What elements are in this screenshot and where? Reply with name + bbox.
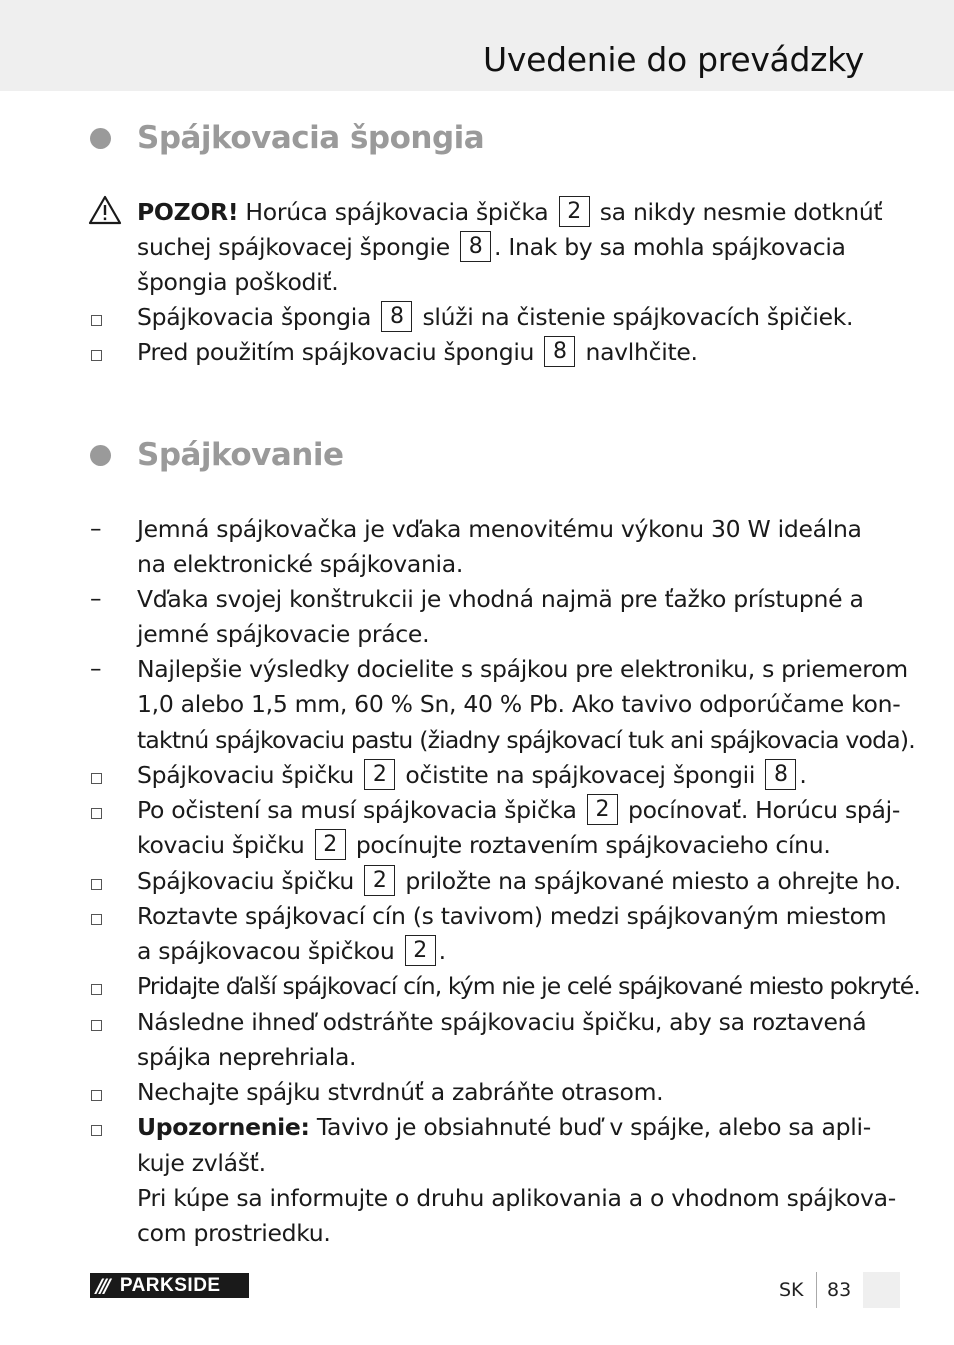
list-item: Následne ihneď odstráňte spájkovaciu špičku, aby sa roztavená xyxy=(137,1008,867,1036)
list-item-continuation xyxy=(137,828,831,863)
section-heading-sponge xyxy=(90,118,484,158)
item-text: a spájkovacou špičkou xyxy=(137,937,395,965)
footer-divider xyxy=(816,1272,817,1308)
checkbox-bullet-icon xyxy=(91,350,102,361)
dash-item-line: Najlepšie výsledky docielite s spájkou pre elektroniku, s priemerom xyxy=(137,655,908,683)
part-ref-badge: 2 xyxy=(405,935,436,966)
part-ref-badge: 8 xyxy=(381,301,412,332)
list-item: Nechajte spájku stvrdnúť a zabráňte otrasom. xyxy=(137,1078,664,1106)
language-code: SK xyxy=(779,1279,804,1301)
part-ref-badge: 8 xyxy=(765,759,796,790)
dash-item-line: Vďaka svojej konštrukcii je vhodná najmä pre ťažko prístupné a xyxy=(137,585,864,613)
checkbox-bullet-icon xyxy=(91,773,102,784)
item-text: . xyxy=(799,761,807,789)
list-item-continuation xyxy=(137,934,446,969)
item-text: . xyxy=(438,937,446,965)
parkside-logo xyxy=(90,1273,249,1298)
section-bullet-icon xyxy=(90,128,111,149)
checkbox-bullet-icon xyxy=(91,315,102,326)
section-heading-soldering xyxy=(90,435,344,475)
note-line-3: Pri kúpe sa informujte o druhu aplikovania a o vhodnom spájkova- xyxy=(137,1184,896,1212)
dash-bullet: – xyxy=(90,516,102,542)
part-ref-badge: 8 xyxy=(544,336,575,367)
part-ref-badge: 2 xyxy=(364,865,395,896)
warning-text: . Inak by sa mohla spájkovacia xyxy=(494,233,846,261)
item-text: pocínovať. Horúcu spáj- xyxy=(627,796,901,824)
part-ref-badge: 8 xyxy=(460,231,491,262)
logo-text: PARKSIDE xyxy=(119,1274,221,1296)
warning-line-2 xyxy=(137,230,846,265)
note-text: Tavivo je obsiahnuté buď v spájke, alebo sa apli- xyxy=(316,1113,871,1141)
note-line-4: com prostriedku. xyxy=(137,1219,331,1247)
item-text: priložte na spájkované miesto a ohrejte ho. xyxy=(405,867,902,895)
list-item: Roztavte spájkovací cín (s tavivom) medzi spájkovaným miestom xyxy=(137,902,887,930)
item-text: očistite na spájkovacej špongii xyxy=(405,761,756,789)
dash-item-line: 1,0 alebo 1,5 mm, 60 % Sn, 40 % Pb. Ako tavivo odporúčame kon- xyxy=(137,690,901,718)
checkbox-bullet-icon xyxy=(91,1020,102,1031)
item-text: slúži na čistenie spájkovacích špičiek. xyxy=(422,303,854,331)
list-item xyxy=(137,758,806,793)
list-item: Pridajte ďalší spájkovací cín, kým nie je celé spájkované miesto pokryté. xyxy=(137,972,920,1000)
part-ref-badge: 2 xyxy=(364,759,395,790)
warning-label: POZOR! xyxy=(137,198,239,226)
logo-slashes: /// xyxy=(96,1274,108,1297)
page-number: 83 xyxy=(827,1279,852,1301)
item-text: navlhčite. xyxy=(585,338,698,366)
section-title: Spájkovacia špongia xyxy=(137,120,485,156)
checkbox-bullet-icon xyxy=(91,808,102,819)
note-label: Upozornenie: xyxy=(137,1113,310,1141)
checkbox-bullet-icon xyxy=(91,914,102,925)
item-text: Po očistení sa musí spájkovacia špička xyxy=(137,796,577,824)
part-ref-badge: 2 xyxy=(559,196,590,227)
list-item xyxy=(137,335,698,370)
warning-line-3: špongia poškodiť. xyxy=(137,268,339,296)
dash-item-line: na elektronické spájkovania. xyxy=(137,550,464,578)
part-ref-badge: 2 xyxy=(587,794,618,825)
note-line-1 xyxy=(137,1110,871,1145)
checkbox-bullet-icon xyxy=(91,879,102,890)
warning-text: sa nikdy nesmie dotknúť xyxy=(599,198,883,226)
item-text: pocínujte roztavením spájkovacieho cínu. xyxy=(355,831,831,859)
section-bullet-icon xyxy=(90,445,111,466)
section-title: Spájkovanie xyxy=(137,437,344,473)
list-item-continuation: spájka neprehriala. xyxy=(137,1043,357,1071)
item-text: Pred použitím spájkovaciu špongiu xyxy=(137,338,535,366)
warning-text: Horúca spájkovacia špička xyxy=(245,198,549,226)
page-title: Uvedenie do prevádzky xyxy=(482,40,864,79)
footer-box xyxy=(863,1272,900,1308)
item-text: Spájkovacia špongia xyxy=(137,303,372,331)
dash-item-line: Jemná spájkovačka je vďaka menovitému výkonu 30 W ideálna xyxy=(137,515,862,543)
warning-triangle-icon xyxy=(88,195,122,225)
checkbox-bullet-icon xyxy=(91,984,102,995)
item-text: Spájkovaciu špičku xyxy=(137,761,355,789)
item-text: Spájkovaciu špičku xyxy=(137,867,355,895)
dash-bullet: – xyxy=(90,586,102,612)
note-line-2: kuje zvlášť. xyxy=(137,1149,266,1177)
list-item xyxy=(137,793,900,828)
dash-item-line: jemné spájkovacie práce. xyxy=(137,620,430,648)
warning-line-1 xyxy=(137,195,882,230)
item-text: kovaciu špičku xyxy=(137,831,305,859)
checkbox-bullet-icon xyxy=(91,1090,102,1101)
warning-text: suchej spájkovacej špongie xyxy=(137,233,450,261)
part-ref-badge: 2 xyxy=(315,829,346,860)
dash-bullet: – xyxy=(90,656,102,682)
checkbox-bullet-icon xyxy=(91,1125,102,1136)
list-item xyxy=(137,864,901,899)
dash-item-line: taktnú spájkovaciu pastu (žiadny spájkovací tuk ani spájkovacia voda). xyxy=(137,726,915,754)
list-item xyxy=(137,300,853,335)
